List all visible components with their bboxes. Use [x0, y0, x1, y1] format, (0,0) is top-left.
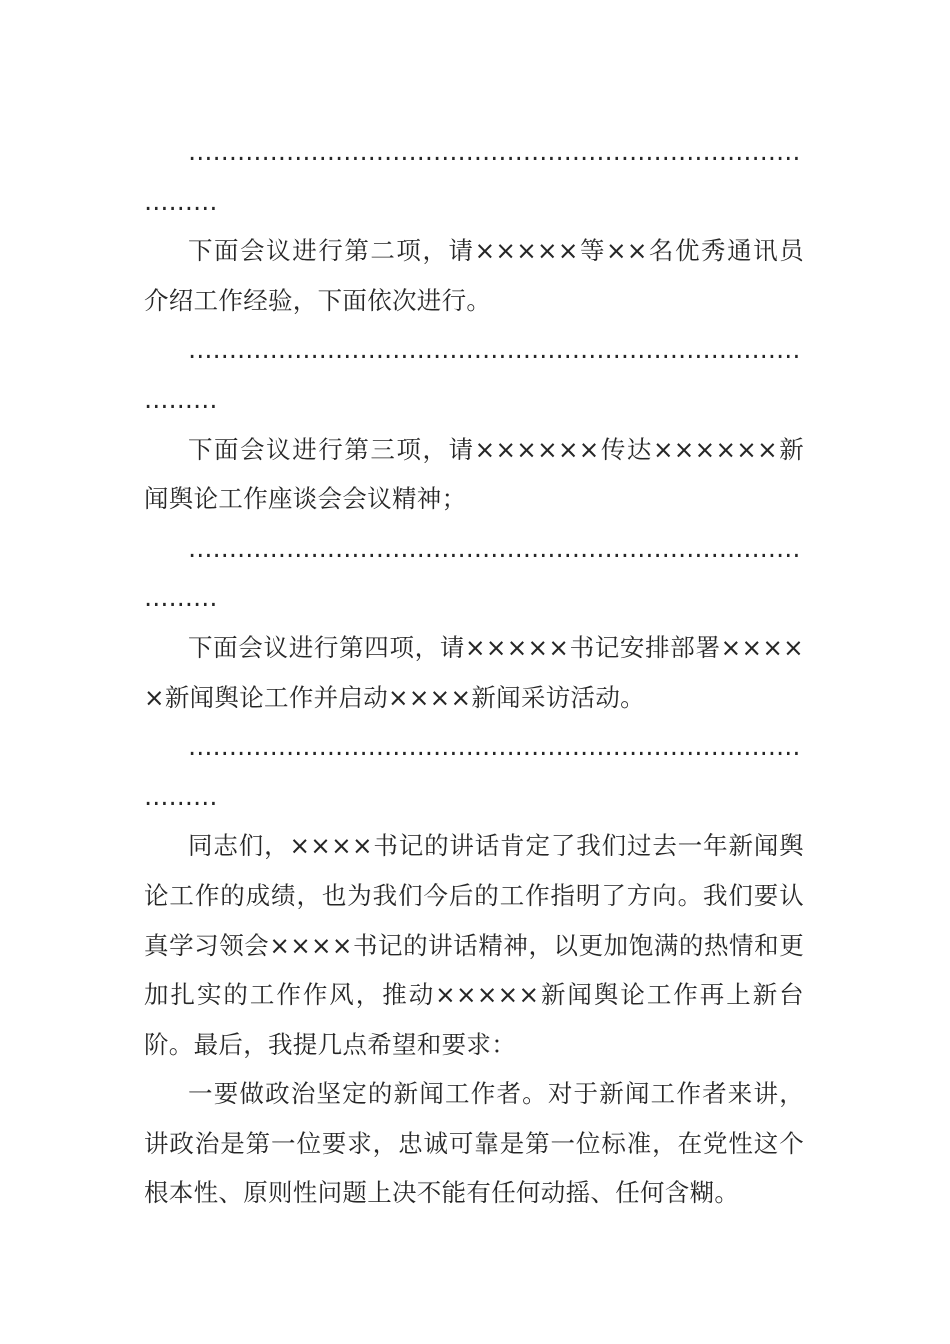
- document-body: [144, 127, 804, 1218]
- paragraph-requirement-one: 一要做政治坚定的新闻工作者。对于新闻工作者来讲，讲政治是第一位要求，忠诚可靠是第一位标准，在党性这个根本性、原则性问题上决不能有任何动摇、任何含糊。: [144, 1079, 804, 1208]
- ellipsis-line: …………………………………………………………………………: [144, 137, 801, 216]
- ellipsis-line: …………………………………………………………………………: [144, 335, 801, 414]
- ellipsis-line: …………………………………………………………………………: [144, 533, 801, 613]
- ellipsis-line: …………………………………………………………………………: [144, 732, 801, 811]
- paragraph-item-two: 下面会议进行第二项，请×××××等××名优秀通讯员介绍工作经验，下面依次进行。: [144, 236, 804, 315]
- paragraph-summary: 同志们，××××书记的讲话肯定了我们过去一年新闻舆论工作的成绩，也为我们今后的工作指明了方向。我们要认真学习领会××××书记的讲话精神，以更加饱满的热情和更加扎实的工作作风，推动×××××新闻舆论工作再上新台阶。最后，我提几点希望和要求：: [144, 831, 804, 1059]
- paragraph-item-four: 下面会议进行第四项，请×××××书记安排部署×××××新闻舆论工作并启动××××新闻采访活动。: [144, 632, 804, 712]
- paragraph-item-three: 下面会议进行第三项，请××××××传达××××××新闻舆论工作座谈会会议精神；: [144, 434, 804, 514]
